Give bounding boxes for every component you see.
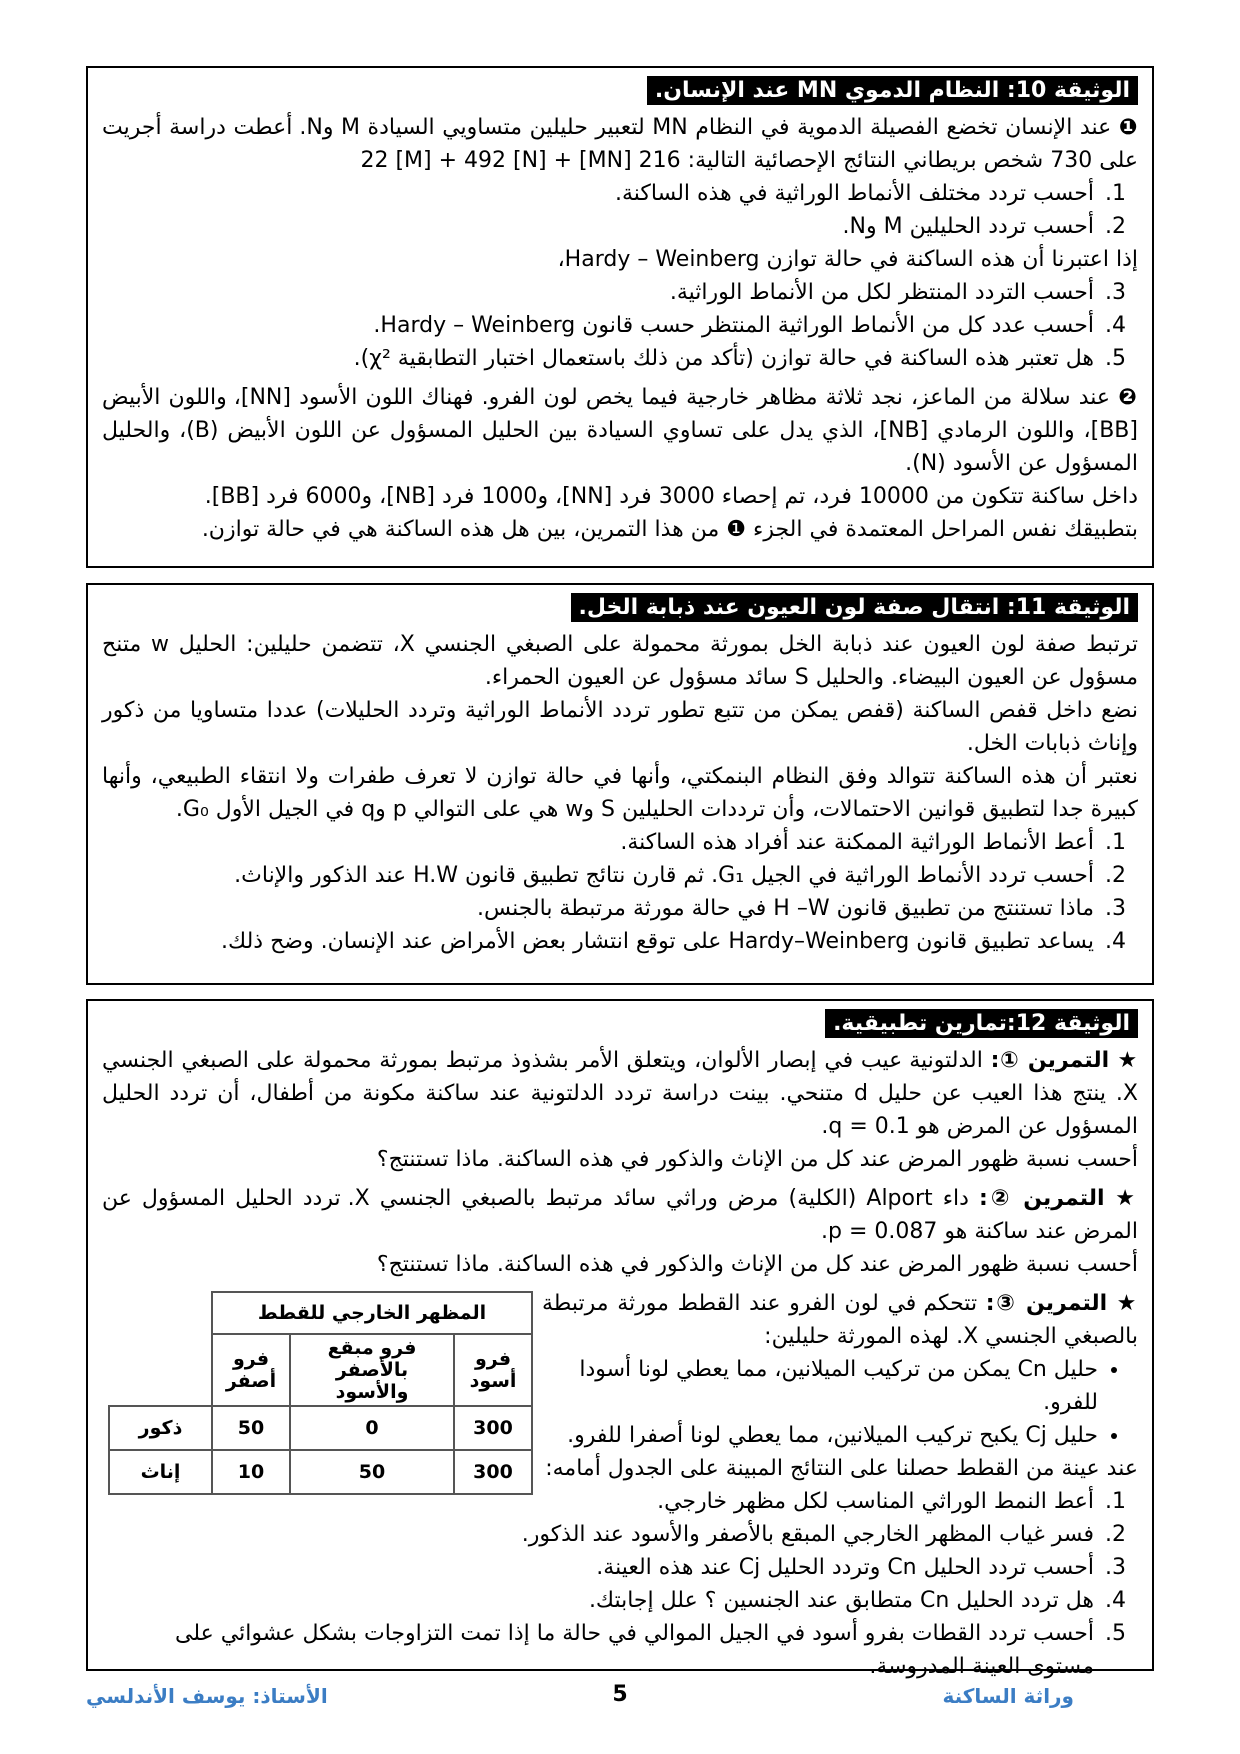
- doc11-q4: 4. يساعد تطبيق قانون Hardy–Weinberg على توقع انتشار بعض الأمراض عند الإنسان. وضح ذلك.: [102, 925, 1098, 958]
- cats-row-females: إناث: [109, 1450, 212, 1494]
- doc10-title: الوثيقة 10: النظام الدموي MN عند الإنسان.: [647, 76, 1138, 105]
- cats-col-yellow: فرو أصفر: [212, 1334, 290, 1406]
- doc12-ex1-text: الدلتونية عيب في إبصار الألوان، ويتعلق الأمر بشذوذ مرتبط بمورثة محمولة على الصبغي الجنسي X. ينتج هذا العيب عن حليل d متنحي. بينت دراسة تردد الدلتونية عند ساكنة مكونة من أطفال، أن تردد الحليل المسؤول عن المرض هو q = 0.1.: [102, 1048, 1138, 1139]
- doc12-ex3-text-block: [542, 1287, 1138, 1485]
- doc12-ex3-table-intro: عند عينة من القطط حصلنا على النتائج المبينة على الجدول أمامه:: [545, 1456, 1138, 1481]
- cats-females-spotted: 50: [290, 1450, 454, 1494]
- doc12-ex3-q1: 1. أعط النمط الوراثي المناسب لكل مظهر خارجي.: [102, 1485, 1098, 1518]
- doc12-ex3-q3: 3. أحسب تردد الحليل Cn وتردد الحليل Cj عند هذه العينة.: [102, 1551, 1098, 1584]
- doc11-questions: [102, 826, 1138, 958]
- cats-males-yellow: 50: [212, 1406, 290, 1450]
- doc12-ex2-text: داء Alport (الكلية) مرض وراثي سائد مرتبط بالصبغي الجنسي X. تردد الحليل المسؤول عن المرض عند ساكنة هو p = 0.087.: [102, 1186, 1138, 1244]
- doc10-q2: 2. أحسب تردد الحليلين M وN.: [102, 210, 1098, 243]
- cats-row-males: ذكور: [109, 1406, 212, 1450]
- document-10: [86, 66, 1154, 568]
- page-footer: [86, 1676, 1154, 1716]
- doc10-part2-text2: داخل ساكنة تتكون من 10000 فرد، تم إحصاء 3000 فرد [NN]، و1000 فرد [NB]، و6000 فرد [BB].: [204, 484, 1138, 509]
- doc12-ex3-bullet1: • حليل Cn يمكن من تركيب الميلانين، مما يعطي لونا أسودا للفرو.: [542, 1353, 1098, 1419]
- doc12-ex2: [102, 1182, 1138, 1248]
- cats-table: [108, 1291, 533, 1495]
- doc10-q1: 1. أحسب تردد مختلف الأنماط الوراثية في هذه الساكنة.: [102, 177, 1098, 210]
- doc12-ex3-intro-line: [542, 1287, 1138, 1353]
- doc12-ex3-bullets: [542, 1353, 1138, 1452]
- cats-females-yellow: 10: [212, 1450, 290, 1494]
- cats-males-black: 300: [454, 1406, 532, 1450]
- doc11-title: الوثيقة 11: انتقال صفة لون العيون عند ذبابة الخل.: [571, 593, 1139, 622]
- doc10-part2-text: عند سلالة من الماعز، نجد ثلاثة مظاهر خارجية فيما يخص لون الفرو. فهناك اللون الأسود [NN]، واللون الأبيض [BB]، واللون الرمادي [NB]، الذي يدل على تساوي السيادة بين الحليل المسؤول عن اللون الأبيض (B)، والحليل المسؤول عن الأسود (N).: [102, 385, 1138, 476]
- doc10-part2: [102, 381, 1138, 480]
- doc10-questions-b: [102, 276, 1138, 375]
- doc10-q4: 4. أحسب عدد كل من الأنماط الوراثية المنتظر حسب قانون Hardy – Weinberg.: [102, 309, 1098, 342]
- doc11-q3: 3. ماذا تستنتج من تطبيق قانون H –W في حالة مورثة مرتبطة بالجنس.: [102, 892, 1098, 925]
- doc11-q2: 2. أحسب تردد الأنماط الوراثية في الجيل G₁. ثم قارن نتائج تطبيق قانون H.W عند الذكور والإناث.: [102, 859, 1098, 892]
- document-11: [86, 583, 1154, 985]
- doc10-part1-text: عند الإنسان تخضع الفصيلة الدموية في النظام MN لتعبير حليلين متساويي السيادة M وN. أعطت دراسة أجريت على 730 شخص بريطاني النتائج الإحصائية التالية: 216 [MN] + 22 [M] + 492 [N]: [102, 115, 1138, 173]
- doc12-ex3-q4: 4. هل تردد الحليل Cn متطابق عند الجنسين ؟ علل إجابتك.: [102, 1584, 1098, 1617]
- cats-table-header: المظهر الخارجي للقطط: [212, 1292, 532, 1334]
- doc10-part1-marker: ❶: [1118, 115, 1138, 140]
- document-12: [86, 999, 1154, 1679]
- doc10-questions-a: [102, 177, 1138, 243]
- footer-subject: وراثة الساكنة: [942, 1684, 1074, 1708]
- doc11-p3: نعتبر أن هذه الساكنة تتوالد وفق النظام البنمكتي، وأنها في حالة توازن لا تعرف طفرات ولا انتقاء الطبيعي، وأنها كبيرة جدا لتطبيق قوانين الاحتمالات، وأن ترددات الحليلين S وw هي على التوالي p وq في الجيل الأول G₀.: [102, 764, 1138, 822]
- doc12-ex1: [102, 1044, 1138, 1143]
- doc11-p2: نضع داخل قفص الساكنة (قفص يمكن من تتبع تطور تردد الأنماط الوراثية وتردد الحليلات) عددا متساويا من ذكور وإناث ذبابات الخل.: [102, 698, 1138, 756]
- cats-males-spotted: 0: [290, 1406, 454, 1450]
- footer-teacher: الأستاذ: يوسف الأندلسي: [86, 1684, 328, 1708]
- footer-page-number: 5: [612, 1682, 628, 1707]
- doc10-part1: [102, 111, 1138, 177]
- cats-col-black: فرو أسود: [454, 1334, 532, 1406]
- doc11-q1: 1. أعط الأنماط الوراثية الممكنة عند أفراد هذه الساكنة.: [102, 826, 1098, 859]
- doc12-ex1-label: ★ التمرين ①:: [990, 1048, 1138, 1073]
- doc10-part2-text3: بتطبيقك نفس المراحل المعتمدة في الجزء ❶ من هذا التمرين، بين هل هذه الساكنة هي في حالة توازن.: [201, 517, 1138, 542]
- doc12-ex3-q5: 5. أحسب تردد القطات بفرو أسود في الجيل الموالي في حالة ما إذا تمت التزاوجات بشكل عشوائي على مستوى العينة المدروسة.: [102, 1617, 1098, 1683]
- cats-females-black: 300: [454, 1450, 532, 1494]
- doc11-p1: ترتبط صفة لون العيون عند ذبابة الخل بمورثة محمولة على الصبغي الجنسي X، تتضمن حليلين: الحليل w متنح مسؤول عن العيون البيضاء. والحليل S سائد مسؤول عن العيون الحمراء.: [102, 632, 1138, 690]
- doc12-ex3-text: تتحكم في لون الفرو عند القطط مورثة مرتبطة بالصبغي الجنسي X. لهذه المورثة حليلين:: [542, 1291, 1138, 1349]
- doc12-ex3-bullet2: • حليل Cj يكبح تركيب الميلانين، مما يعطي لونا أصفرا للفرو.: [542, 1419, 1098, 1452]
- doc10-q5: 5. هل تعتبر هذه الساكنة في حالة توازن (تأكد من ذلك باستعمال اختبار التطابقية χ²).: [102, 342, 1098, 375]
- cats-table-blank: [109, 1334, 212, 1406]
- doc10-q3: 3. أحسب التردد المنتظر لكل من الأنماط الوراثية.: [102, 276, 1098, 309]
- cats-table-corner: [109, 1292, 212, 1334]
- doc12-ex2-label: ★ التمرين ②:: [979, 1186, 1138, 1211]
- doc10-part2-marker: ❷: [1118, 385, 1138, 410]
- doc12-ex3-q2: 2. فسر غياب المظهر الخارجي المبقع بالأصفر والأسود عند الذكور.: [102, 1518, 1098, 1551]
- doc10-bridge: إذا اعتبرنا أن هذه الساكنة في حالة توازن Hardy – Weinberg،: [557, 247, 1138, 272]
- doc12-ex3-label: ★ التمرين ③:: [985, 1291, 1138, 1316]
- cats-col-spotted: فرو مبقع بالأصفر والأسود: [290, 1334, 454, 1406]
- doc12-ex2-question: أحسب نسبة ظهور المرض عند كل من الإناث والذكور في هذه الساكنة. ماذا تستنتج؟: [376, 1252, 1138, 1277]
- doc12-ex3: [102, 1287, 1138, 1683]
- doc12-title: الوثيقة 12:تمارين تطبيقية.: [825, 1009, 1138, 1038]
- doc12-ex3-questions: [102, 1485, 1138, 1683]
- doc12-ex1-question: أحسب نسبة ظهور المرض عند كل من الإناث والذكور في هذه الساكنة. ماذا تستنتج؟: [376, 1147, 1138, 1172]
